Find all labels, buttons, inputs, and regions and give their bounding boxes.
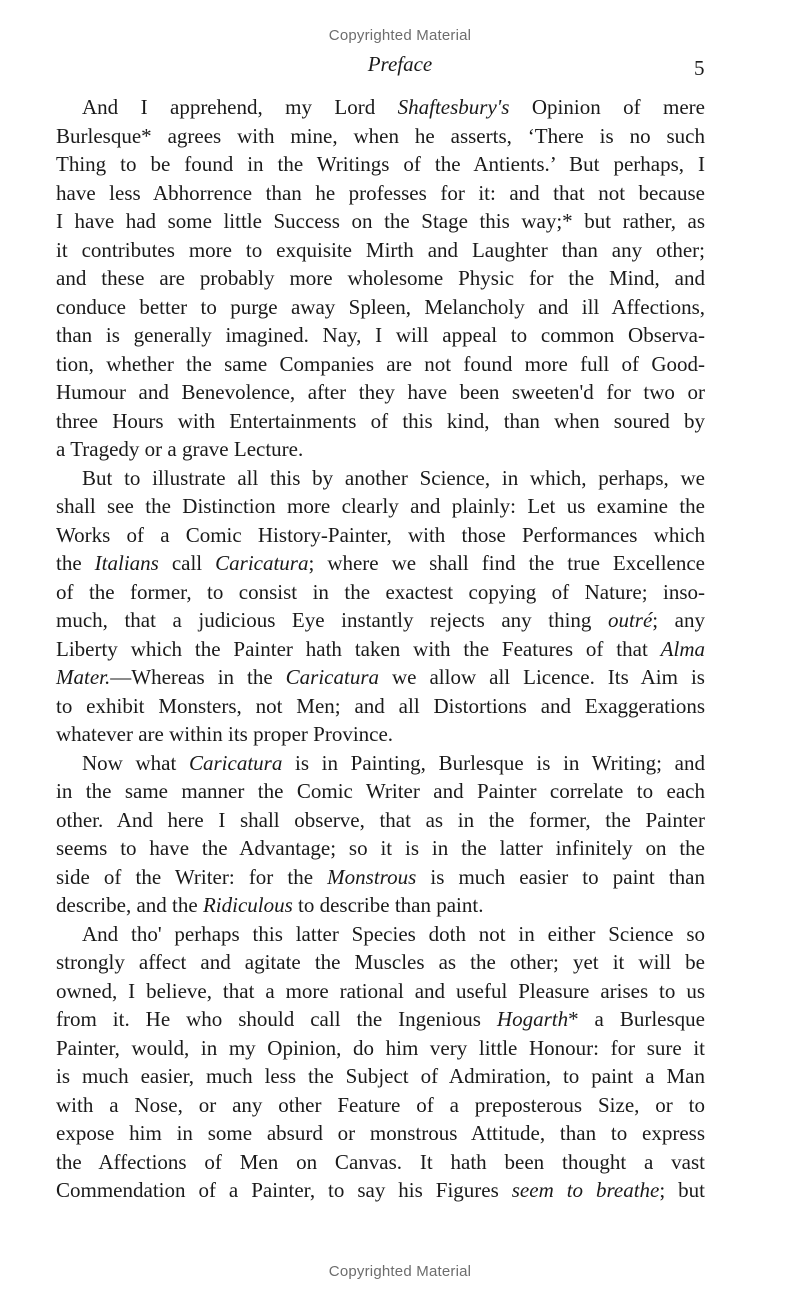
text-run: it contributes more to exquisite Mirth and Laughter than any other;	[56, 237, 705, 262]
text-line	[56, 93, 705, 122]
text-run: ; but	[659, 1178, 706, 1202]
text-line	[56, 920, 705, 949]
page-number: 5	[694, 56, 705, 80]
text-run: the	[56, 551, 95, 575]
italic-text: Italians	[94, 551, 159, 575]
text-run: much, that a judicious Eye instantly rejects any thing	[56, 608, 608, 632]
paragraph	[56, 749, 705, 920]
text-run: Commendation of a Painter, to say his Figures	[56, 1178, 512, 1202]
running-head-title: Preface	[367, 52, 433, 76]
text-run: three Hours with Entertainments of this kind, than when soured by	[56, 408, 705, 433]
text-run: strongly affect and agitate the Muscles as the other; yet it will be	[56, 950, 705, 974]
text-run: shall see the Distinction more clearly and plainly: Let us examine the	[56, 494, 705, 518]
text-line	[56, 948, 705, 977]
text-run: and these are probably more wholesome Physic for the Mind, and	[56, 266, 705, 290]
watermark-top: Copyrighted Material	[328, 27, 472, 44]
text-run: of the former, to consist in the exactest copying of Nature; inso-	[56, 579, 705, 604]
text-run: is in Painting, Burlesque is in Writing; and	[282, 750, 705, 775]
text-run: Humour and Benevolence, after they have been sweeten'd for two or	[56, 380, 705, 404]
text-line	[56, 863, 705, 892]
text-line	[56, 464, 705, 493]
italic-text: Ridiculous	[202, 893, 293, 917]
text-line	[56, 806, 705, 835]
text-line	[56, 1176, 705, 1205]
paragraph	[56, 920, 705, 1205]
text-line	[56, 1062, 705, 1091]
text-run: Works of a Comic History-Painter, with those Performances which	[56, 522, 705, 547]
text-run: to exhibit Monsters, not Men; and all Distortions and Exaggerations	[56, 693, 705, 718]
text-run: tion, whether the same Companies are not found more full of Good-	[56, 351, 705, 376]
text-run: whatever are within its proper Province.	[56, 722, 394, 746]
text-run: call	[158, 551, 216, 575]
text-run: have less Abhorrence than he professes for it: and that not because	[56, 180, 705, 205]
text-line	[56, 407, 705, 436]
italic-text: Monstrous	[327, 864, 417, 889]
text-run: —Whereas in the	[110, 665, 286, 689]
text-line	[56, 891, 705, 920]
italic-text: Mater.	[56, 665, 111, 689]
text-line	[56, 179, 705, 208]
text-run: Opinion of mere	[509, 95, 705, 119]
text-run: Thing to be found in the Writings of the Antients.’ But perhaps, I	[56, 152, 705, 176]
text-line	[56, 720, 705, 749]
text-line	[56, 236, 705, 265]
text-line	[56, 1034, 705, 1063]
text-run: * a Burlesque	[568, 1007, 705, 1031]
text-line	[56, 492, 705, 521]
text-line	[56, 264, 705, 293]
italic-text: Caricatura	[215, 551, 309, 575]
text-run: other. And here I shall observe, that as in the former, the Painter	[56, 807, 705, 832]
text-line	[56, 378, 705, 407]
text-line	[56, 435, 705, 464]
text-run: And tho' perhaps this latter Species doth not in either Science so	[82, 921, 705, 946]
italic-text: Shaftesbury's	[397, 95, 510, 119]
text-line	[56, 150, 705, 179]
text-line	[56, 777, 705, 806]
italic-text: Caricatura	[188, 750, 283, 775]
text-run: to describe than paint.	[292, 893, 484, 917]
text-run: describe, and the	[56, 893, 203, 917]
paragraph	[56, 464, 705, 749]
text-line	[56, 549, 705, 578]
text-run: expose him in some absurd or monstrous Attitude, than to express	[56, 1121, 705, 1145]
text-run: owned, I believe, that a more rational and useful Pleasure arises to us	[56, 978, 705, 1003]
italic-text: Alma	[660, 636, 705, 661]
text-line	[56, 321, 705, 350]
text-line	[56, 293, 705, 322]
text-run: from it. He who should call the Ingenious	[56, 1007, 497, 1031]
text-run: than is generally imagined. Nay, I will appeal to common Observa-	[56, 323, 705, 347]
text-run: in the same manner the Comic Writer and Painter correlate to each	[56, 779, 705, 803]
text-run: ; any	[652, 608, 706, 632]
italic-text: Caricatura	[285, 665, 380, 689]
italic-text: seem to breathe	[511, 1178, 660, 1202]
text-line	[56, 1005, 705, 1034]
text-run: seems to have the Advantage; so it is in the latter infinitely on the	[56, 836, 705, 860]
text-run: I have had some little Success on the Stage this way;* but rather, as	[56, 209, 705, 233]
text-line	[56, 578, 705, 607]
text-run: is much easier, much less the Subject of Admiration, to paint a Man	[56, 1064, 705, 1088]
text-run: conduce better to purge away Spleen, Melancholy and ill Affections,	[56, 294, 705, 319]
text-line	[56, 749, 705, 778]
text-line	[56, 635, 705, 664]
text-run: with a Nose, or any other Feature of a preposterous Size, or to	[56, 1092, 705, 1117]
text-run: Burlesque* agrees with mine, when he asserts, ‘There is no such	[56, 123, 705, 148]
text-run: And I apprehend, my Lord	[82, 95, 398, 119]
text-run: is much easier to paint than	[416, 864, 705, 889]
text-line	[56, 207, 705, 236]
text-line	[56, 521, 705, 550]
text-line	[56, 692, 705, 721]
body-text	[56, 93, 705, 1205]
text-line	[56, 1119, 705, 1148]
italic-text: outré	[607, 608, 653, 632]
text-line	[56, 977, 705, 1006]
text-run: Now what	[82, 750, 189, 775]
text-run: But to illustrate all this by another Science, in which, perhaps, we	[82, 465, 705, 490]
text-run: ; where we shall find the true Excellence	[308, 551, 705, 575]
text-line	[56, 834, 705, 863]
text-run: the Affections of Men on Canvas. It hath been thought a vast	[56, 1149, 705, 1174]
text-line	[56, 350, 705, 379]
watermark-bottom: Copyrighted Material	[328, 1263, 472, 1280]
text-run: a Tragedy or a grave Lecture.	[56, 437, 304, 461]
text-run: we allow all Licence. Its Aim is	[379, 665, 705, 689]
italic-text: Hogarth	[496, 1007, 569, 1031]
text-line	[56, 1148, 705, 1177]
text-line	[56, 606, 705, 635]
text-line	[56, 1091, 705, 1120]
text-line	[56, 122, 705, 151]
paragraph	[56, 93, 705, 464]
text-run: side of the Writer: for the	[56, 864, 328, 889]
text-run: Painter, would, in my Opinion, do him very little Honour: for sure it	[56, 1035, 705, 1060]
text-run: Liberty which the Painter hath taken with the Features of that	[56, 636, 661, 661]
text-line	[56, 663, 705, 692]
